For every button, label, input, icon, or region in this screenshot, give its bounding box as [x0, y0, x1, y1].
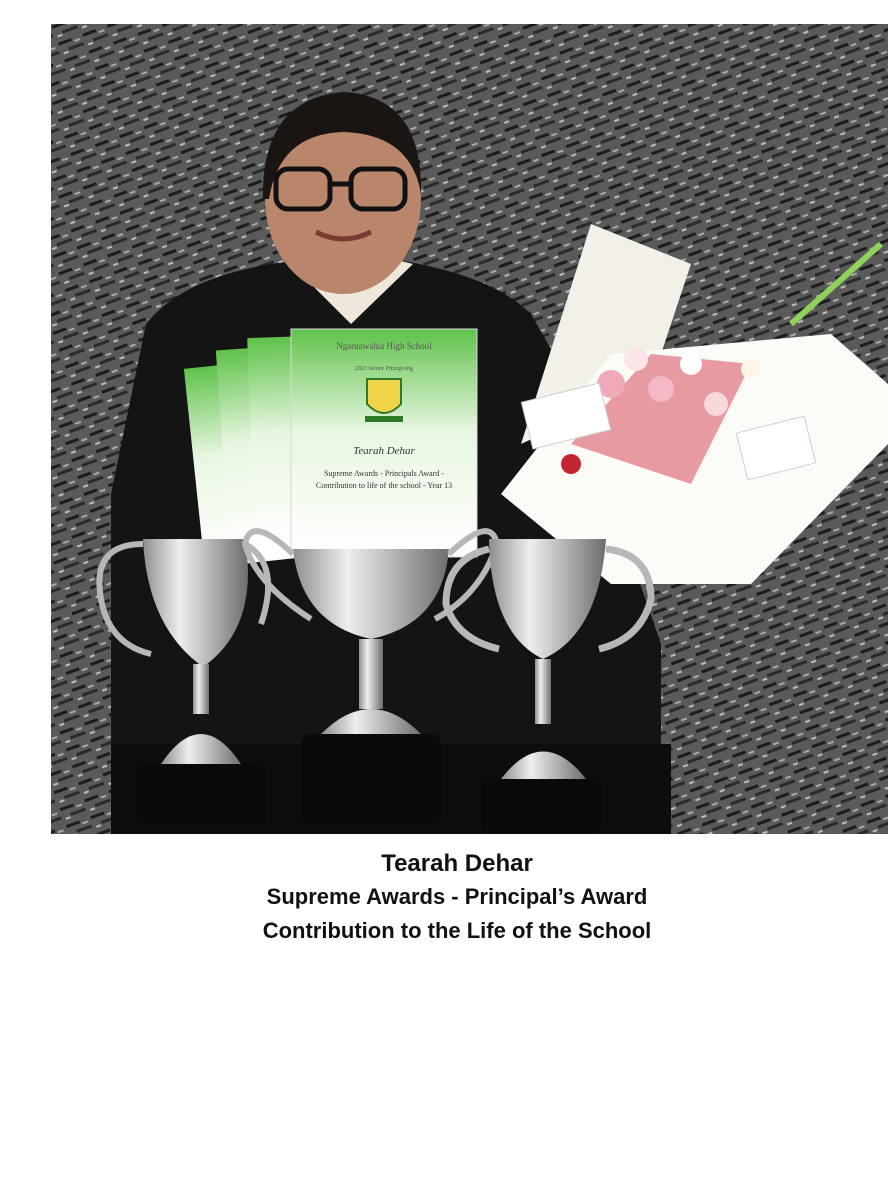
recipient-name: Tearah Dehar: [381, 850, 533, 877]
award-title: Supreme Awards - Principal’s Award: [266, 884, 648, 909]
certificate-recipient: Tearah Dehar: [353, 445, 415, 457]
award-photo: [51, 24, 888, 834]
certificate-stack: [184, 329, 477, 568]
photo-caption: [0, 848, 888, 948]
school-crest-icon: [367, 379, 401, 413]
certificate-school: Ngaruawahia High School: [336, 341, 432, 351]
award-category: Contribution to the Life of the School: [262, 918, 652, 943]
certificate-award-line1: Supreme Awards - Principals Award -: [323, 469, 445, 478]
certificate-award-line2: Contribution to life of the school - Year 13: [315, 481, 453, 490]
certificate-event: 2023 Senior Prizegiving: [354, 366, 414, 372]
